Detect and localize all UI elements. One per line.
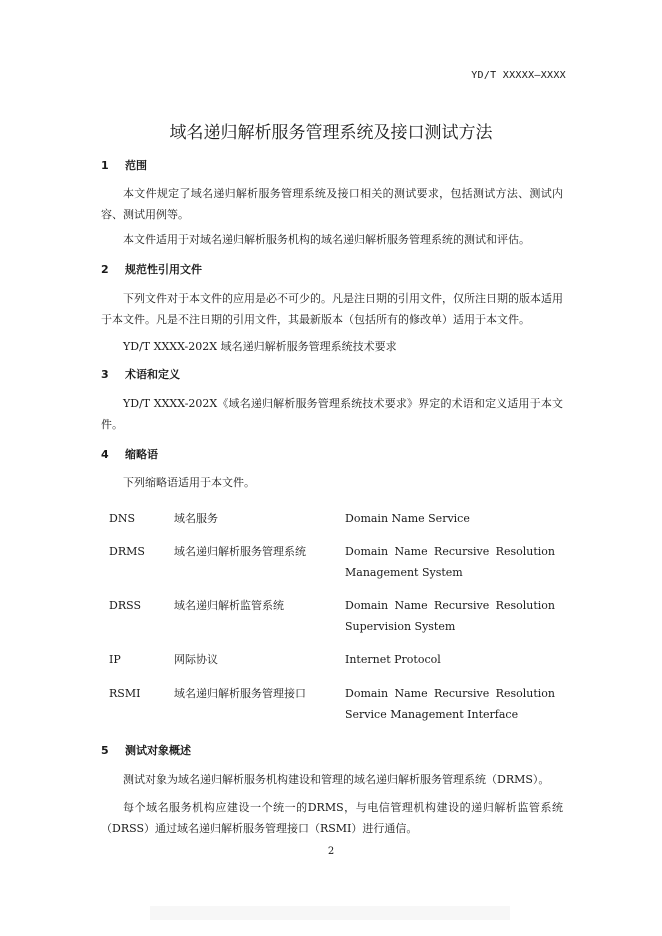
- abbreviation: DRMS: [109, 545, 145, 558]
- section-title: 测试对象概述: [125, 744, 191, 757]
- english-word: Resolution: [495, 599, 555, 612]
- section-title: 缩略语: [125, 448, 158, 461]
- english-word: Name: [394, 545, 428, 558]
- paragraph: 本文件规定了域名递归解析服务管理系统及接口相关的测试要求，包括测试方法、测试内容、测试用例等。: [101, 187, 563, 221]
- section-4-heading: [101, 446, 158, 462]
- abbreviation-chinese: 域名递归解析监管系统: [174, 599, 284, 612]
- english-word: Recursive: [434, 599, 490, 612]
- paragraph: 测试对象为域名递归解析服务机构建设和管理的域名递归解析服务管理系统（DRMS）。: [123, 773, 550, 786]
- abbreviation-english: [345, 683, 555, 725]
- abbreviation-chinese: 网际协议: [174, 653, 218, 666]
- abbreviation: IP: [109, 653, 121, 666]
- section-number: 2: [101, 263, 109, 276]
- paragraph: 本文件适用于对域名递归解析服务机构的域名递归解析服务管理系统的测试和评估。: [123, 233, 530, 246]
- abbreviation-english: [345, 595, 555, 637]
- section-number: 5: [101, 744, 109, 757]
- english-word: Resolution: [495, 545, 555, 558]
- footer-watermark-band: [150, 906, 510, 920]
- section-number: 4: [101, 448, 109, 461]
- abbreviation: RSMI: [109, 687, 141, 700]
- english-word: Recursive: [434, 545, 490, 558]
- section-title: 范围: [125, 159, 147, 172]
- section-2-heading: [101, 261, 202, 277]
- paragraph: 下列缩略语适用于本文件。: [123, 476, 255, 489]
- section-title: 规范性引用文件: [125, 263, 202, 276]
- section-5-heading: [101, 742, 191, 758]
- english-word: Domain: [345, 545, 389, 558]
- section-1-heading: [101, 157, 147, 173]
- english-word: Recursive: [434, 687, 490, 700]
- english-word: Domain: [345, 599, 389, 612]
- section-title: 术语和定义: [125, 368, 180, 381]
- english-word: Resolution: [495, 687, 555, 700]
- abbreviation-english: Internet Protocol: [345, 653, 441, 666]
- section-number: 3: [101, 368, 109, 381]
- document-code: YD/T XXXXX—XXXX: [471, 70, 566, 81]
- english-word: Name: [394, 687, 428, 700]
- abbreviation-chinese: 域名递归解析服务管理接口: [174, 687, 306, 700]
- english-line-2: Supervision System: [345, 620, 456, 633]
- abbreviation-english: [345, 541, 555, 583]
- paragraph: 每个域名服务机构应建设一个统一的DRMS，与电信管理机构建设的递归解析监管系统（DRSS）通过域名递归解析服务管理接口（RSMI）进行通信。: [101, 801, 563, 835]
- section-number: 1: [101, 159, 109, 172]
- abbreviation: DRSS: [109, 599, 141, 612]
- abbreviation-chinese: 域名递归解析服务管理系统: [174, 545, 306, 558]
- english-line-2: Management System: [345, 566, 463, 579]
- paragraph: 下列文件对于本文件的应用是必不可少的。凡是注日期的引用文件，仅所注日期的版本适用于本文件。凡是不注日期的引用文件，其最新版本（包括所有的修改单）适用于本文件。: [101, 292, 563, 326]
- normative-reference: YD/T XXXX-202X 域名递归解析服务管理系统技术要求: [123, 340, 397, 353]
- section-3-heading: [101, 366, 180, 382]
- english-word: Name: [394, 599, 428, 612]
- page-number: 2: [327, 846, 335, 857]
- english-line-2: Service Management Interface: [345, 708, 519, 721]
- abbreviation-english: Domain Name Service: [345, 512, 470, 525]
- paragraph: YD/T XXXX-202X《域名递归解析服务管理系统技术要求》界定的术语和定义适用于本文件。: [101, 397, 563, 431]
- page-title: 域名递归解析服务管理系统及接口测试方法: [169, 123, 493, 143]
- english-word: Domain: [345, 687, 389, 700]
- abbreviation: DNS: [109, 512, 135, 525]
- abbreviation-chinese: 域名服务: [174, 512, 218, 525]
